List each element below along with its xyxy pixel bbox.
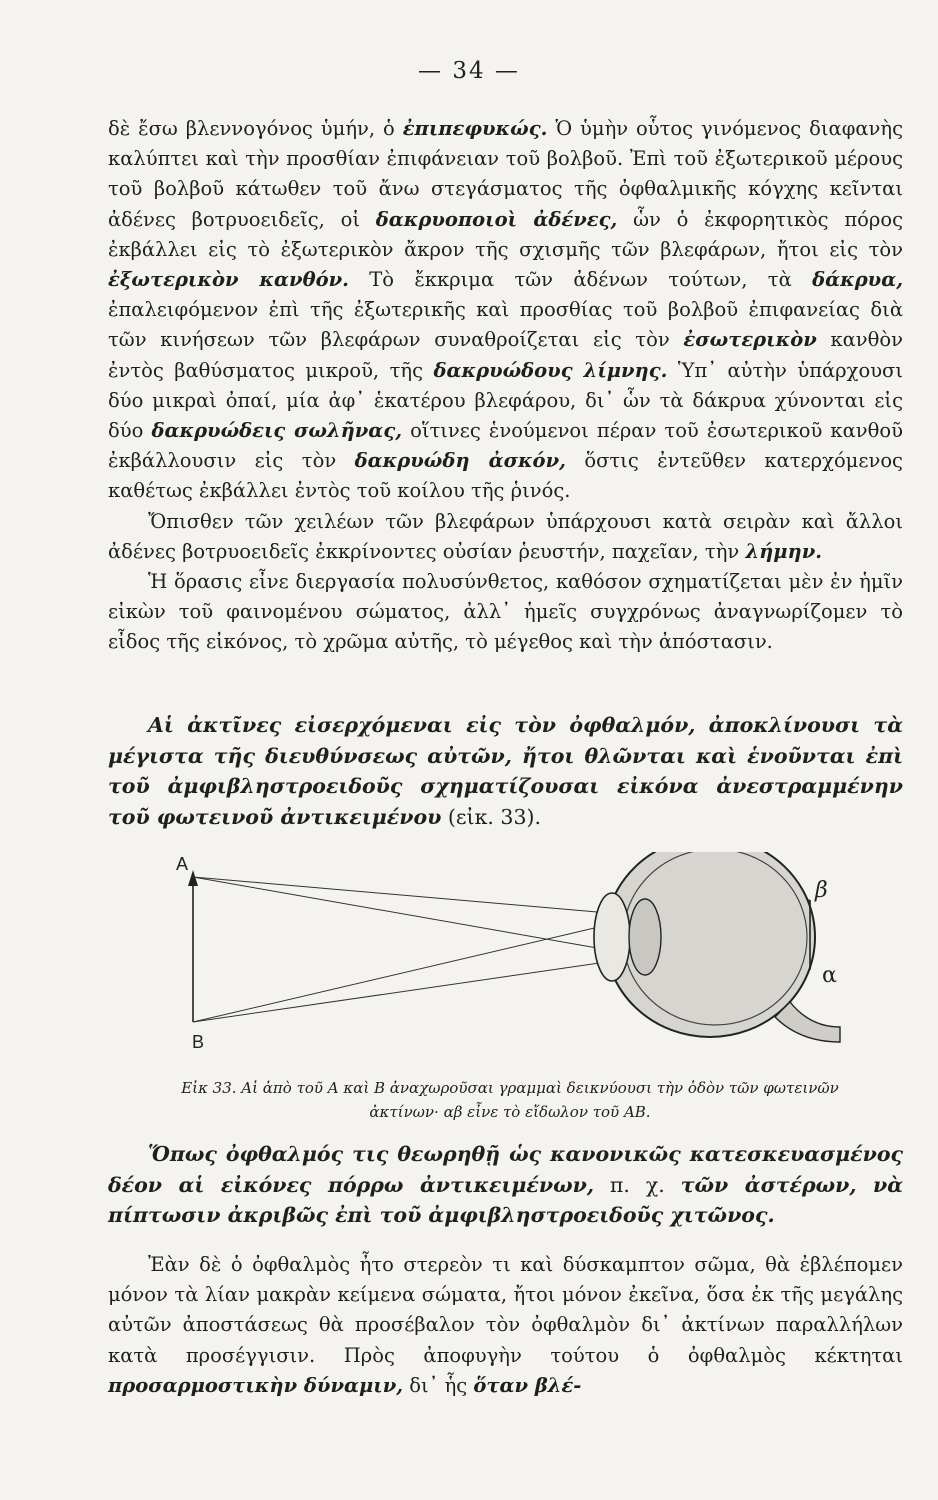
text: ἐπαλειφόμενον ἐπὶ τῆς ἐξωτερικῆς καὶ προσθίας τοῦ βολβοῦ ἐπιφανείας διὰ τῶν κινήσεων τῶν βλεφάρων συναθροίζεται εἰς τὸν <box>108 298 903 352</box>
eye-diagram <box>150 852 850 1072</box>
text: Τὸ ἔκκριμα τῶν ἀδένων τούτων, τὰ <box>348 268 813 292</box>
paragraph-vision: Ἡ ὅρασις εἶνε διεργασία πολυσύνθετος, καθόσον σχηματίζεται μὲν ἐν ἡμῖν εἰκὼν τοῦ φαινομένου σώματος, ἀλλ᾿ ἡμεῖς συγχρόνως ἀναγνωρίζομεν τὸ εἶδος τῆς εἰκόνος, τὸ χρῶμα αὐτῆς, τὸ μέγεθος καὶ τὴν ἀπόστασιν. <box>108 570 903 654</box>
text-block-accommodation <box>108 1250 903 1401</box>
ray-A-lower <box>193 877 620 952</box>
caption-text: Αἱ ἀπὸ τοῦ Α καὶ Β ἀναχωροῦσαι γραμμαὶ δεικνύουσι τὴν ὁδὸν τῶν φωτεινῶν ἀκτίνων· αβ εἶνε τὸ εἴδωλον τοῦ ΑΒ. <box>236 1079 839 1121</box>
page-number: — 34 — <box>418 58 520 84</box>
caption-lead: Εἰκ 33. <box>181 1079 237 1097</box>
term-inner: ἐσωτερικὸν <box>683 328 817 352</box>
lens <box>629 899 661 975</box>
text: δι᾿ ἧς <box>403 1373 474 1397</box>
emphasis-stars: τῶν ἀστέρων, νὰ πίπτωσιν ἀκριβῶς ἐπὶ τοῦ ἀμφιβληστροειδοῦς χιτῶνος. <box>108 1172 904 1228</box>
term-lacrimal-lake: δακρυώδους λίμνης. <box>433 358 668 382</box>
emphasis-normal-eye: Ὅπως ὀφθαλμός τις θεωρηθῇ ὡς κανονικῶς κατεσκευασμένος δέον αἱ εἰκόνες πόρρω ἀντικειμένων, <box>108 1142 903 1197</box>
text-block-normal-eye <box>108 1139 903 1231</box>
emphasis-continued: ὅταν βλέ- <box>473 1373 582 1397</box>
text: δὲ ἔσω βλεννογόνος ὑμήν, ὁ <box>108 117 403 140</box>
text: Ὄπισθεν τῶν χειλέων τῶν βλεφάρων ὑπάρχουσι κατὰ σειρὰν καὶ ἄλλοι ἀδένες βοτρυοειδεῖς ἐκκρίνοντες οὐσίαν ῥευστήν, παχεῖαν, τὴν <box>108 509 903 563</box>
paragraph-accommodation <box>108 1250 903 1401</box>
term-outer-canthus: ἐξωτερικὸν κανθόν. <box>108 268 349 292</box>
paragraph-rays <box>108 710 903 832</box>
optic-nerve <box>775 1002 840 1042</box>
ray-A-upper <box>193 877 620 914</box>
text: Ὁ ὑμὴν οὗτος γινόμενος διαφανὴς καλύπτει καὶ τὴν προσθίαν ἐπιφάνειαν τοῦ βολβοῦ. Ἐπὶ τοῦ ἐξωτερικοῦ μέρους τοῦ βολβοῦ κάτωθεν τοῦ ἄνω στεγάσματος τῆς ὀφθαλμικῆς κόγχης κεῖνται ἀδένες βοτρυοειδεῖς, οἱ <box>108 117 903 231</box>
term-rheum: λήμην. <box>745 539 823 563</box>
text: ὧν ὁ ἐκφορητικὸς πόρος ἐκβάλλει εἰς τὸ ἐξωτερικὸν ἄκρον τῆς σχισμῆς τῶν βλεφάρων, ἤτοι εἰς τὸν <box>108 207 903 261</box>
term-tears: δάκρυα, <box>812 268 903 292</box>
term-lacrimal-ducts: δακρυώδεις σωλῆνας, <box>151 419 402 443</box>
text: ὅστις ἐντεῦθεν κατερχόμενος καθέτως ἐκβάλλει ἐντὸς τοῦ κοίλου τῆς ῥινός. <box>108 449 903 503</box>
paragraph-eyelid-glands <box>108 507 903 567</box>
term-conjunctiva: ἐπιπεφυκώς. <box>402 117 548 140</box>
text: Ἐὰν δὲ ὁ ὀφθαλμὸς ἦτο στερεὸν τι καὶ δύσκαμπτον σῶμα, θὰ ἐβλέπομεν μόνον τὰ λίαν μακρὰν κείμενα σώματα, ἤτοι μόνον ἐκεῖνα, ὅσα ἐκ τῆς μεγάλης αὐτῶν ἀποστάσεως θὰ προσέβαλον τὸν ὀφθαλμὸν δι᾿ ἀκτίνων παραλλήλων κατὰ προσέγγισιν. Πρὸς ἀποφυγὴν τούτου ὁ ὀφθαλμὸς κέκτηται <box>108 1253 903 1367</box>
figure-caption <box>150 1076 870 1124</box>
paragraph-lacrimal-glands <box>108 114 903 507</box>
figure-reference: (εἰκ. 33). <box>441 804 542 829</box>
text: Ὑπ᾿ αὐτὴν ὑπάρχουσι δύο μικραὶ ὀπαί, μία ἀφ᾿ ἑκατέρου βλεφάρου, δι᾿ ὧν τὰ δάκρυα χύνονται εἰς δύο <box>108 358 904 443</box>
emphasis-rays: Αἱ ἀκτῖνες εἰσερχόμεναι εἰς τὸν ὀφθαλμόν, ἀποκλίνουσι τὰ μέγιστα τῆς διευθύνσεως αὐτῶν, ἤτοι θλῶνται καὶ ἑνοῦνται ἐπὶ τοῦ ἀμφιβληστροειδοῦς σχηματίζουσαι εἰκόνα ἀνεστραμμένην τοῦ φωτεινοῦ ἀντικειμένου <box>108 713 903 829</box>
text: οἵτινες ἑνούμενοι πέραν τοῦ ἐσωτερικοῦ κανθοῦ ἐκβάλλουσιν εἰς τὸν <box>108 419 903 473</box>
label-beta: β <box>815 878 828 903</box>
label-A: A <box>176 854 189 874</box>
text: κανθὸν ἐντὸς βαθύσματος μικροῦ, τῆς <box>108 328 903 382</box>
text: π. χ. <box>594 1172 681 1197</box>
term-lacrimal-sac: δακρυώδη ἀσκόν, <box>354 449 566 473</box>
text-block-rays <box>108 710 903 832</box>
label-B: B <box>192 1032 205 1052</box>
cornea <box>594 893 630 981</box>
label-alpha: α <box>822 963 837 988</box>
paragraph-normal-eye <box>108 1139 903 1231</box>
term-lacrimal-glands: δακρυοποιοὶ ἀδένες, <box>375 207 618 231</box>
term-accommodation: προσαρμοστικὴν δύναμιν, <box>108 1373 404 1397</box>
text-block-upper <box>108 114 903 658</box>
ray-B-lower <box>193 960 620 1022</box>
ray-B-upper <box>193 922 620 1022</box>
